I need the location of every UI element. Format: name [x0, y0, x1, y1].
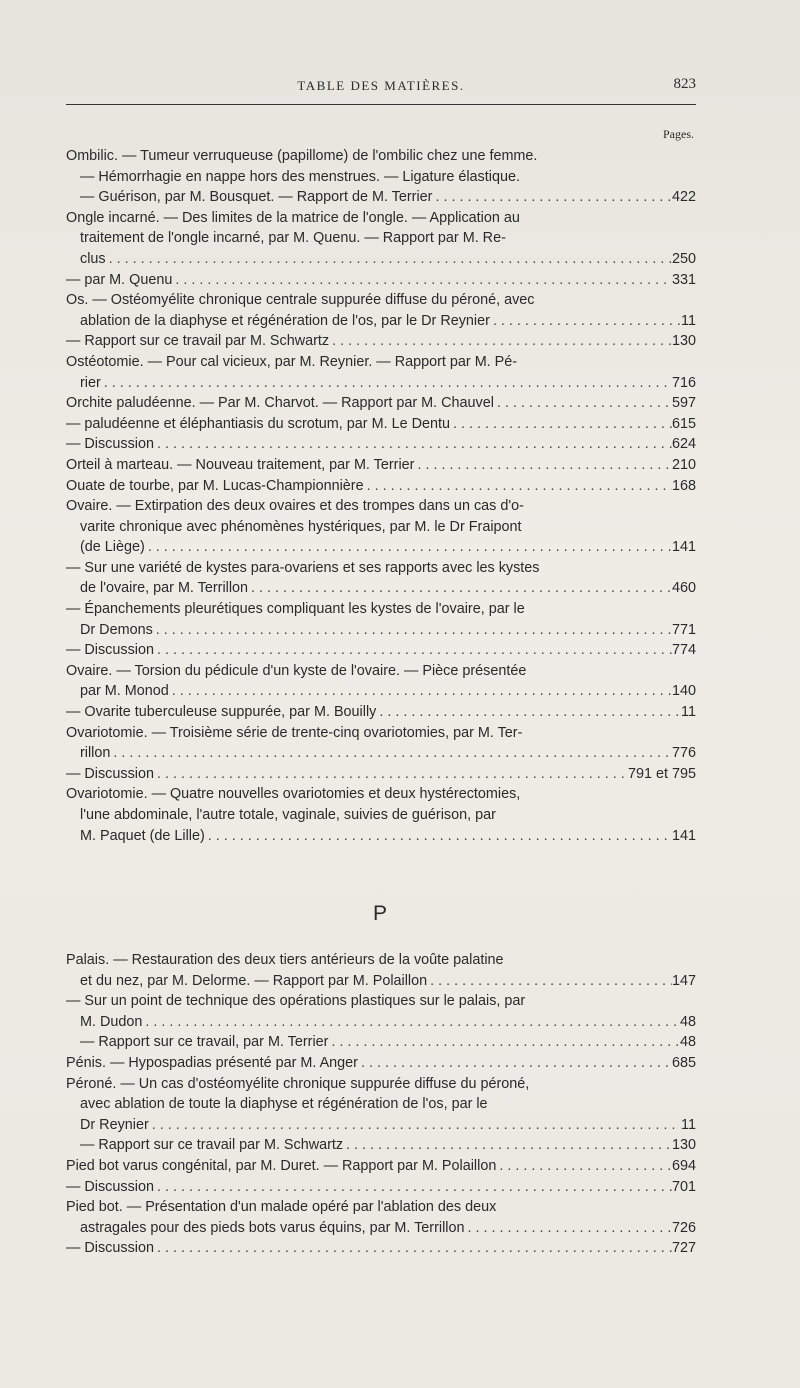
entry-last-line [66, 1115, 696, 1136]
entry-text: astragales pour des pieds bots varus équins, par M. Terrillon [80, 1219, 465, 1236]
index-section-o [66, 146, 696, 846]
index-entry [66, 414, 696, 435]
index-entry [66, 661, 696, 702]
entry-last-line [66, 1156, 696, 1177]
entry-text: — Guérison, par M. Bousquet. — Rapport de M. Terrier [80, 189, 433, 206]
entry-last-line [66, 971, 696, 992]
entry-text: Pénis. — Hypospadias présenté par M. Anger [66, 1054, 358, 1071]
header-title: TABLE DES MATIÈRES. [297, 78, 465, 93]
entry-text: — Discussion [66, 1178, 154, 1195]
entry-last-line [66, 311, 696, 332]
entry-page-ref: 11 [681, 1116, 696, 1133]
dot-leader [496, 1156, 672, 1177]
index-entry [66, 496, 696, 558]
entry-last-line [66, 743, 696, 764]
dot-leader [154, 1177, 672, 1198]
entry-last-line [66, 640, 696, 661]
entry-text: de l'ovaire, par M. Terrillon [80, 580, 249, 597]
dot-leader [106, 249, 672, 270]
entry-text: ablation de la diaphyse et régénération de l'os, par le Dr Reynier [80, 312, 490, 329]
index-entry [66, 1135, 696, 1156]
index-entry [66, 950, 696, 991]
entry-page-ref: 774 [671, 642, 696, 659]
page-number: 823 [673, 76, 696, 92]
index-section-p [66, 950, 696, 1259]
dot-leader [328, 1032, 680, 1053]
entry-page-ref: 701 [671, 1178, 696, 1195]
index-entry [66, 640, 696, 661]
index-entry [66, 146, 696, 208]
entry-text: rier [80, 374, 101, 391]
entry-page-ref: 615 [671, 415, 696, 432]
entry-last-line [66, 681, 696, 702]
entry-line: — Sur une variété de kystes para-ovariens et ses rapports avec les kystes [66, 559, 540, 576]
index-entry [66, 208, 696, 270]
index-entry [66, 1074, 696, 1136]
entry-text: Orteil à marteau. — Nouveau traitement, par M. Terrier [66, 456, 415, 473]
dot-leader [432, 187, 672, 208]
entry-last-line [66, 1032, 696, 1053]
index-entry [66, 1156, 696, 1177]
dot-leader [154, 434, 672, 455]
entry-text: — Discussion [66, 765, 154, 782]
entry-last-line [66, 826, 696, 847]
entry-last-line [66, 620, 696, 641]
entry-text: — Rapport sur ce travail par M. Schwartz [66, 333, 330, 350]
dot-leader [490, 311, 681, 332]
index-entry [66, 558, 696, 599]
index-entry [66, 1032, 696, 1053]
entry-page-ref: 771 [671, 621, 696, 638]
entry-text: Dr Reynier [80, 1116, 149, 1133]
dot-leader [154, 1238, 672, 1259]
entry-last-line [66, 1135, 696, 1156]
index-entry [66, 455, 696, 476]
entry-last-line [66, 249, 696, 270]
dot-leader [149, 1115, 681, 1136]
dot-leader [329, 331, 672, 352]
entry-text: — Rapport sur ce travail, par M. Terrier [80, 1034, 329, 1051]
dot-leader [248, 578, 672, 599]
entry-last-line [66, 1218, 696, 1239]
dot-leader [376, 702, 681, 723]
entry-last-line [66, 578, 696, 599]
index-entry [66, 476, 696, 497]
dot-leader [450, 414, 672, 435]
dot-leader [172, 270, 672, 291]
entry-line: Ombilic. — Tumeur verruqueuse (papillome) de l'ombilic chez une femme. [66, 148, 538, 164]
entry-page-ref: 141 [671, 827, 696, 844]
index-entry [66, 331, 696, 352]
entry-text: M. Paquet (de Lille) [80, 827, 205, 844]
entry-text: — Rapport sur ce travail par M. Schwartz [80, 1137, 344, 1154]
entry-line: avec ablation de toute la diaphyse et régénération de l'os, par le [80, 1096, 488, 1113]
entry-last-line [66, 537, 696, 558]
entry-page-ref: 460 [671, 580, 696, 597]
entry-page-ref: 48 [679, 1034, 696, 1051]
entry-last-line [66, 476, 696, 497]
entry-last-line [66, 393, 696, 414]
entry-page-ref: 624 [671, 436, 696, 453]
entry-text: par M. Monod [80, 683, 169, 700]
dot-leader [169, 681, 672, 702]
dot-leader [145, 537, 672, 558]
index-entry [66, 1197, 696, 1238]
pages-column-label: Pages. [663, 127, 694, 141]
entry-last-line [66, 414, 696, 435]
entry-page-ref: 727 [671, 1240, 696, 1257]
entry-page-ref: 130 [671, 1137, 696, 1154]
entry-line: Palais. — Restauration des deux tiers antérieurs de la voûte palatine [66, 952, 504, 968]
entry-text: rillon [80, 745, 111, 762]
entry-page-ref: 11 [681, 704, 696, 721]
index-entry [66, 764, 696, 785]
dot-leader [465, 1218, 672, 1239]
dot-leader [414, 455, 672, 476]
entry-text: — Discussion [66, 1240, 154, 1257]
entry-line: Pied bot. — Présentation d'un malade opéré par l'ablation des deux [66, 1199, 497, 1216]
entry-last-line [66, 764, 696, 785]
entry-text: M. Dudon [80, 1013, 143, 1030]
dot-leader [101, 373, 672, 394]
entry-last-line [66, 1053, 696, 1074]
entry-last-line [66, 270, 696, 291]
index-entry [66, 723, 696, 764]
dot-leader [494, 393, 672, 414]
entry-last-line [66, 455, 696, 476]
dot-leader [364, 476, 672, 497]
entry-line: traitement de l'ongle incarné, par M. Quenu. — Rapport par M. Re- [80, 230, 506, 247]
entry-last-line [66, 373, 696, 394]
entry-page-ref: 694 [671, 1157, 696, 1174]
index-entry [66, 290, 696, 331]
dot-leader [427, 971, 672, 992]
entry-line: Os. — Ostéomyélite chronique centrale suppurée diffuse du péroné, avec [66, 292, 535, 309]
entry-page-ref: 250 [671, 250, 696, 267]
section-letter: P [372, 902, 387, 925]
entry-text: et du nez, par M. Delorme. — Rapport par M. Polaillon [80, 972, 428, 989]
entry-page-ref: 130 [671, 333, 696, 350]
entry-text: — Discussion [66, 436, 154, 453]
entry-page-ref: 141 [671, 539, 696, 556]
entry-line: Péroné. — Un cas d'ostéomyélite chronique suppurée diffuse du péroné, [66, 1075, 530, 1092]
entry-page-ref: 422 [671, 189, 696, 206]
running-header [66, 76, 696, 98]
entry-last-line [66, 702, 696, 723]
dot-leader [205, 826, 672, 847]
index-entry [66, 352, 696, 393]
header-rule [66, 104, 696, 105]
entry-page-ref: 716 [671, 374, 696, 391]
entry-page-ref: 48 [679, 1013, 696, 1030]
entry-line: varite chronique avec phénomènes hystériques, par M. le Dr Fraipont [80, 518, 522, 535]
entry-page-ref: 147 [671, 972, 696, 989]
entry-line: Ovariotomie. — Quatre nouvelles ovariotomies et deux hystérectomies, [66, 786, 521, 803]
entry-page-ref: 11 [681, 312, 696, 329]
index-entry [66, 434, 696, 455]
entry-page-ref: 685 [671, 1054, 696, 1071]
entry-page-ref: 791 et 795 [627, 765, 696, 782]
entry-last-line [66, 1238, 696, 1259]
entry-text: — Discussion [66, 642, 154, 659]
entry-page-ref: 210 [671, 456, 696, 473]
entry-line: — Hémorrhagie en nappe hors des menstrues. — Ligature élastique. [80, 168, 520, 185]
entry-page-ref: 140 [671, 683, 696, 700]
entry-page-ref: 597 [671, 395, 696, 412]
index-entry [66, 784, 696, 846]
dot-leader [154, 640, 672, 661]
entry-line: — Épanchements pleurétiques compliquant les kystes de l'ovaire, par le [66, 601, 525, 618]
dot-leader [142, 1012, 680, 1033]
index-entry [66, 991, 696, 1032]
entry-line: — Sur un point de technique des opérations plastiques sur le palais, par [66, 993, 526, 1010]
index-entry [66, 702, 696, 723]
index-entry [66, 1177, 696, 1198]
entry-line: Ovaire. — Torsion du pédicule d'un kyste de l'ovaire. — Pièce présentée [66, 662, 527, 679]
entry-page-ref: 726 [671, 1219, 696, 1236]
index-entry [66, 393, 696, 414]
dot-leader [153, 620, 672, 641]
entry-text: clus [80, 250, 106, 267]
entry-last-line [66, 331, 696, 352]
entry-text: — Ovarite tuberculeuse suppurée, par M. Bouilly [66, 704, 377, 721]
dot-leader [154, 764, 628, 785]
dot-leader [358, 1053, 672, 1074]
entry-text: Ouate de tourbe, par M. Lucas-Championnière [66, 477, 364, 494]
entry-text: — paludéenne et éléphantiasis du scrotum, par M. Le Dentu [66, 415, 450, 432]
dot-leader [110, 743, 672, 764]
index-entry [66, 270, 696, 291]
entry-last-line [66, 434, 696, 455]
index-entry [66, 1053, 696, 1074]
entry-text: (de Liège) [80, 539, 145, 556]
entry-text: — par M. Quenu [66, 271, 173, 288]
entry-last-line [66, 187, 696, 208]
entry-line: Ostéotomie. — Pour cal vicieux, par M. Reynier. — Rapport par M. Pé- [66, 353, 518, 370]
dot-leader [343, 1135, 672, 1156]
entry-page-ref: 168 [671, 477, 696, 494]
entry-page-ref: 331 [671, 271, 696, 288]
entry-line: Ongle incarné. — Des limites de la matrice de l'ongle. — Application au [66, 209, 520, 226]
entry-line: Ovariotomie. — Troisième série de trente-cinq ovariotomies, par M. Ter- [66, 724, 523, 741]
entry-page-ref: 776 [671, 745, 696, 762]
entry-text: Orchite paludéenne. — Par M. Charvot. — Rapport par M. Chauvel [66, 395, 494, 412]
entry-line: l'une abdominale, l'autre totale, vaginale, suivies de guérison, par [80, 807, 496, 823]
entry-last-line [66, 1177, 696, 1198]
entry-line: Ovaire. — Extirpation des deux ovaires et des trompes dans un cas d'o- [66, 498, 524, 515]
index-entry [66, 599, 696, 640]
entry-last-line [66, 1012, 696, 1033]
index-entry [66, 1238, 696, 1259]
entry-text: Pied bot varus congénital, par M. Duret. — Rapport par M. Polaillon [66, 1157, 497, 1174]
entry-text: Dr Demons [80, 621, 153, 638]
